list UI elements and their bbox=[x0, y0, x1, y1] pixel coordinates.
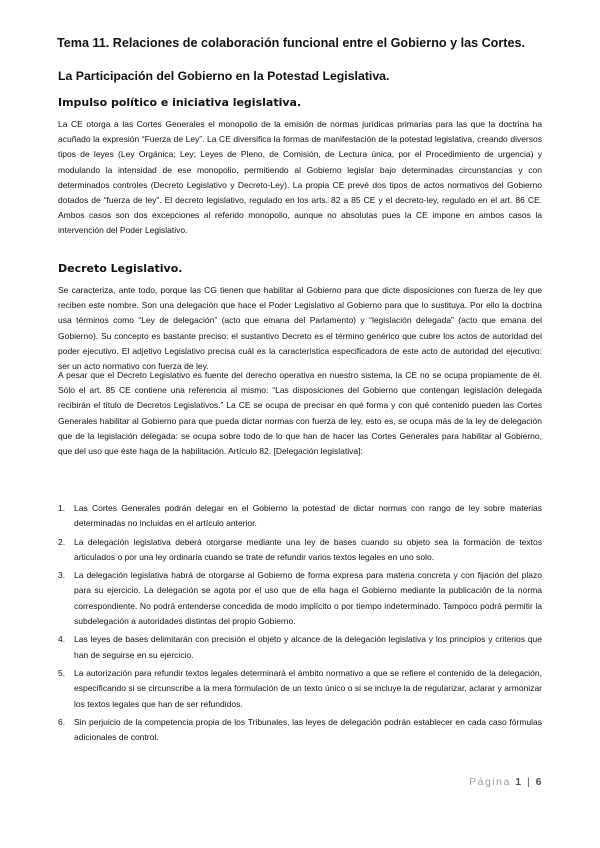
paragraph-decreto-ce: A pesar que el Decreto Legislativo es fuente del derecho operativa en nuestro sistema, la CE no se ocupa propiamente de él. Sólo el art. 85 CE contiene una referencia al mismo: “Las disposiciones del Gobierno que contengan legislación delegada recibirán el título de Decretos Legislativos.” La CE se ocupa de precisar en qué forma y con qué contenido pueden las Cortes Generales habilitar al Gobierno para que pueda dictar normas con fuerza de ley, esto es, se ocupa más de la ley de delegación que de la legislación delegada: se ocupa sobre todo de lo que han de hacer las Cortes Generales para habilitar al Gobierno, que del uso que éste haga de la habilitación. Artículo 82. [Delegación legislativa]: bbox=[58, 370, 542, 457]
list-item-text: Las leyes de bases delimitarán con precisión el objeto y alcance de la delegación legislativa y los principios y criterios que han de seguirse en su ejercicio. bbox=[74, 634, 542, 660]
list-item-text: La delegación legislativa habrá de otorgarse al Gobierno de forma expresa para materia concreta y con fijación del plazo para su ejercicio. La delegación se agota por el uso que de ella haga el Gobierno mediante la publicación de la norma correspondiente. No podrá entenderse concedida de modo implícito o por tiempo indeterminado. Tampoco podrá permitir la subdelegación a autoridades distintas del propio Gobierno. bbox=[74, 570, 542, 627]
list-item-number: 3. bbox=[58, 570, 66, 581]
list-item bbox=[58, 568, 542, 629]
page-footer bbox=[469, 776, 543, 788]
paragraph-decreto-concepto: Se caracteriza, ante todo, porque las CG tienen que habilitar al Gobierno para que dicte disposiciones con fuerza de ley que reciben este nombre. Son una delegación que hace el Poder Legislativo al Gobierno para que lo sustituya. Por ello la doctrina usa términos como “Ley de delegación” (acto que emana del Parlamento) y “legislación delegada” (acto que emana del Gobierno). Su concepto es bastante preciso: el sustantivo Decreto es el término genérico que cubre los actos de autoridad del poder ejecutivo. El adjetivo Legislativo precisa cuál es la característica especificadora de este acto de autoridad del ejecutivo: ser un acto normativo con fuerza de ley. bbox=[58, 285, 542, 372]
page-separator: | bbox=[527, 776, 532, 788]
list-item-number: 4. bbox=[58, 634, 66, 645]
list-item bbox=[58, 501, 542, 532]
article-82-list bbox=[58, 501, 542, 748]
page-title: Tema 11. Relaciones de colaboración funcional entre el Gobierno y las Cortes. bbox=[57, 36, 525, 50]
list-item bbox=[58, 632, 542, 663]
list-item bbox=[58, 666, 542, 712]
list-item-text: La delegación legislativa deberá otorgarse mediante una ley de bases cuando su objeto sea la formación de textos articulados o por una ley ordinaria cuando se trate de refundir varios textos legales en uno solo. bbox=[74, 536, 542, 562]
list-item bbox=[58, 535, 542, 566]
paragraph-impulso: La CE otorga a las Cortes Generales el monopolio de la emisión de normas jurídicas primarias para las que la doctrina ha acuñado la expresión “Fuerza de Ley”. La CE diversifica la formas de manifestación de la potestad legislativa, creando diversos tipos de leyes (Ley Orgánica; Ley; Leyes de Pleno, de Comisión, de Lectura única, por el Procedimiento de urgencia) y modulando la intensidad de ese monopolio, permitiendo al Gobierno legislar bajo determinadas circunstancias y con determinados controles (Decreto Legislativo y Decreto-Ley). La propia CE prevé dos tipos de actos normativos del Gobierno dotados de “fuerza de ley”. El decreto legislativo, regulado en los arts. 82 a 85 CE y el decreto-ley, regulado en el art. 86 CE. Ambos casos son dos excepciones al referido monopolio, aunque no absolutas pues la CE impone en ambos casos la intervención del Poder Legislativo. bbox=[58, 119, 542, 236]
list-item bbox=[58, 715, 542, 746]
list-item-text: La autorización para refundir textos legales determinará el ámbito normativo a que se refiere el contenido de la delegación, especificando si se circunscribe a la mera formulación de un texto único o si se incluye la de regularizar, aclarar y armonizar los textos legales que han de ser refundidos. bbox=[74, 667, 542, 709]
section-heading: La Participación del Gobierno en la Potestad Legislativa. bbox=[58, 69, 390, 83]
list-item-number: 6. bbox=[58, 716, 66, 727]
page-word: Página bbox=[469, 776, 511, 788]
list-item-text: Las Cortes Generales podrán delegar en el Gobierno la potestad de dictar normas con rango de ley sobre materias determinadas no incluidas en el artículo anterior. bbox=[74, 503, 542, 529]
list-item-number: 2. bbox=[58, 536, 66, 547]
subheading-decreto-legislativo: Decreto Legislativo. bbox=[58, 262, 183, 275]
list-item-number: 1. bbox=[58, 503, 66, 513]
list-item-text: Sin perjuicio de la competencia propia de los Tribunales, las leyes de delegación podrán establecer en cada caso fórmulas adicionales de control. bbox=[74, 716, 542, 743]
subheading-impulso: Impulso político e iniciativa legislativa. bbox=[58, 96, 302, 109]
total-pages: 6 bbox=[535, 776, 543, 788]
page-number: 1 bbox=[515, 776, 523, 788]
list-item-number: 5. bbox=[58, 667, 66, 678]
